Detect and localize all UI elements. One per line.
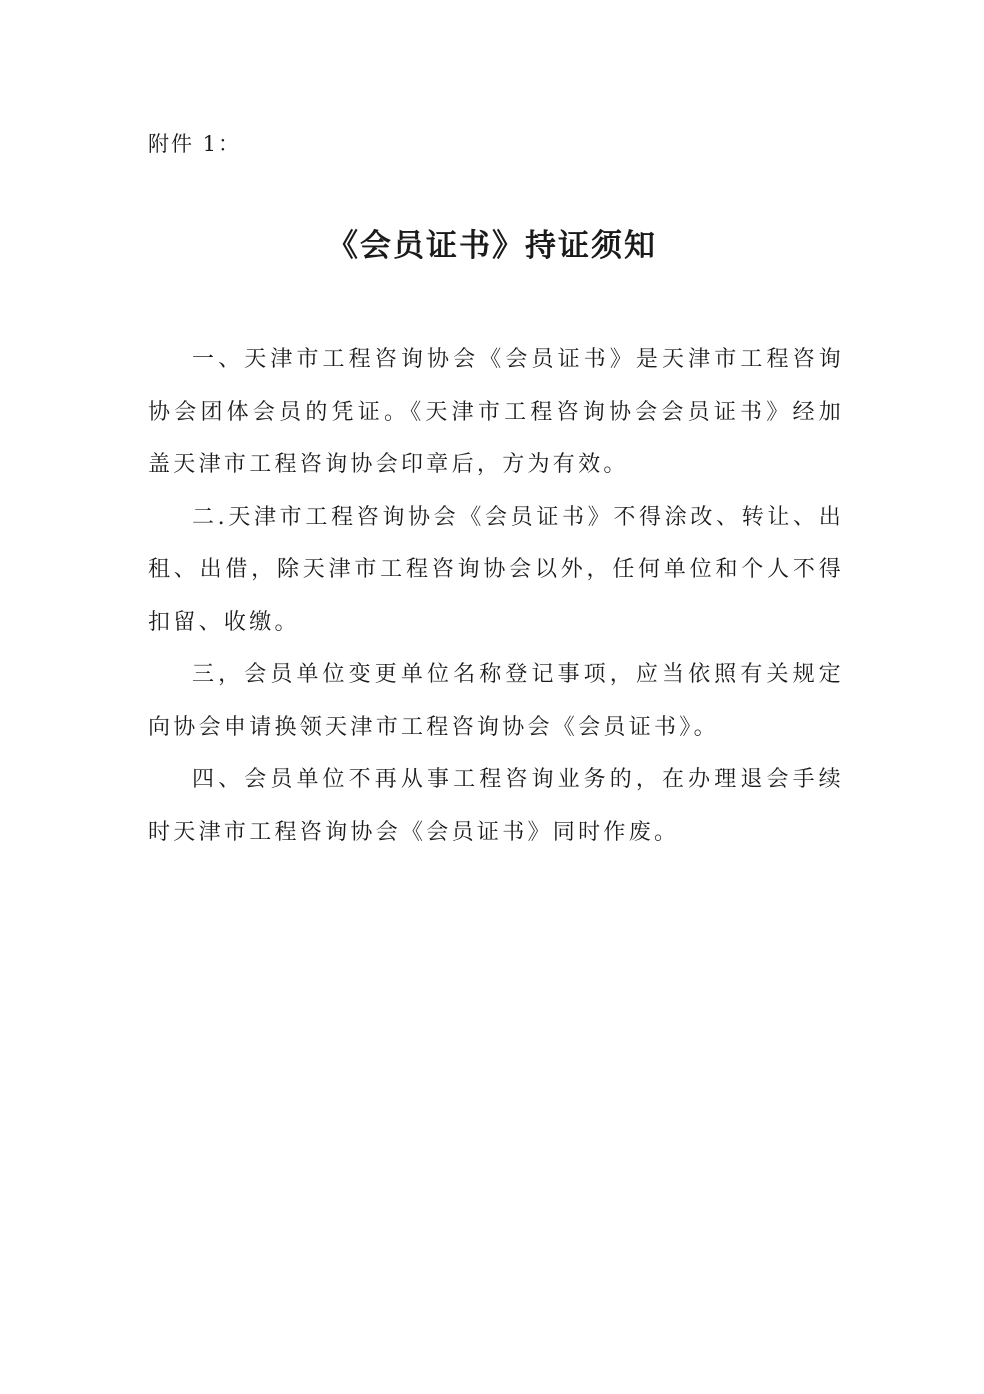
paragraph-1: 一、天津市工程咨询协会《会员证书》是天津市工程咨询协会团体会员的凭证。《天津市工程咨询协会会员证书》经加盖天津市工程咨询协会印章后，方为有效。 — [148, 347, 844, 477]
attachment-label: 附件 1： — [148, 132, 242, 156]
document-body — [148, 334, 844, 859]
paragraph-4: 四、会员单位不再从事工程咨询业务的，在办理退会手续时天津市工程咨询协会《会员证书》同时作废。 — [148, 767, 844, 845]
paragraph-2: 二.天津市工程咨询协会《会员证书》不得涂改、转让、出租、出借，除天津市工程咨询协会以外，任何单位和个人不得扣留、收缴。 — [148, 504, 844, 635]
document-title: 《会员证书》持证须知 — [327, 228, 657, 264]
paragraph-3: 三，会员单位变更单位名称登记事项，应当依照有关规定向协会申请换领天津市工程咨询协会《会员证书》。 — [148, 662, 844, 740]
